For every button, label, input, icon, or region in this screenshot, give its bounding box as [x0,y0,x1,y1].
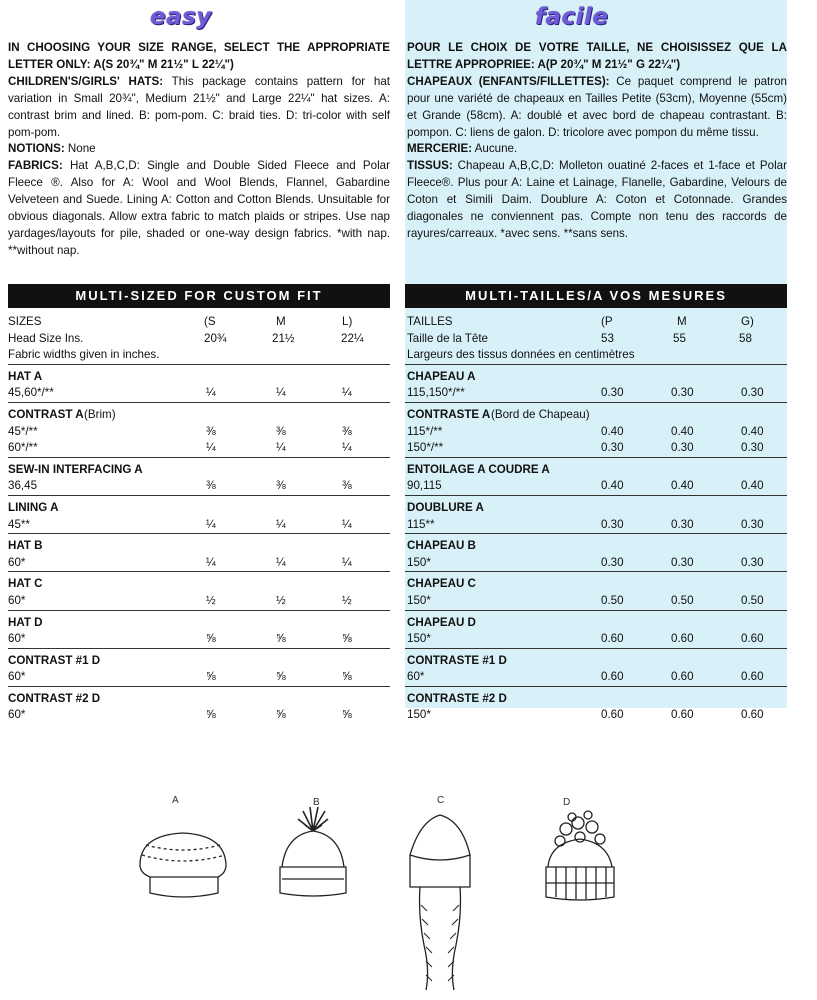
row-label: 45*/** [8,424,38,438]
multi-sized-bar: MULTI-SIZED FOR CUSTOM FIT [8,284,390,308]
yardage-value: 0.50 [741,593,764,607]
head-size-label: Head Size Ins. [8,331,84,345]
yardage-value: ¼ [206,441,216,455]
table-section-heading [405,500,787,517]
head-size-s: 20¾ [204,331,227,345]
table-row [405,478,787,496]
row-label: CHAPEAU D [407,615,476,629]
fabric-widths-note: Fabric widths given in inches. [8,348,160,362]
label-a: A [172,795,179,806]
yardage-value: 0.60 [741,708,764,722]
hat-drawings [0,795,817,1000]
label-d: D [563,797,571,808]
yardage-value: ⅜ [276,479,286,493]
row-label: CHAPEAU C [407,577,476,591]
row-label: DOUBLURE A [407,500,484,514]
table-row [405,555,787,573]
yardage-value: 0.60 [601,708,624,722]
yardage-value: 0.60 [601,632,624,646]
row-label: 150* [407,555,431,569]
table-row [8,517,390,535]
row-label: 60* [8,708,26,722]
yardage-value: 0.30 [741,441,764,455]
table-row [8,555,390,573]
table-section-heading [405,653,787,670]
sizes-label: SIZES [8,315,42,328]
table-row [405,424,787,441]
table-section-heading [405,369,787,386]
table-row [405,517,787,535]
yardage-value: ⅝ [276,670,286,684]
table-section-heading [8,407,390,424]
table-row [405,631,787,649]
yardage-value: ¼ [276,517,286,531]
table-row [8,385,390,403]
yardage-value: 0.60 [741,670,764,684]
yardage-value: 0.40 [601,479,624,493]
row-label: CONTRASTE A [407,407,491,421]
yardage-value: 0.40 [601,424,624,438]
row-label: 60* [8,670,26,684]
table-row [8,440,390,458]
hat-d-drawing [546,811,614,900]
tailles-label: TAILLES [407,315,453,328]
row-label: 150* [407,708,431,722]
table-section-heading [8,369,390,386]
tete-m: 55 [673,331,686,345]
row-label: CHAPEAU B [407,539,476,553]
row-label: 150* [407,632,431,646]
yardage-value: 0.60 [741,632,764,646]
fabrics-label-fr: TISSUS: [407,159,453,173]
hat-b-drawing [280,807,346,896]
row-label: ENTOILAGE A COUDRE A [407,462,550,476]
row-label-suffix: (Bord de Chapeau) [491,407,590,421]
hat-illustrations [0,795,817,1000]
row-label: HAT B [8,539,43,553]
multi-tailles-bar: MULTI-TAILLES/A VOS MESURES [405,284,787,308]
taille-m: M [677,315,687,328]
table-row [405,385,787,403]
yardage-value: ¼ [276,441,286,455]
yardage-value: ¼ [342,517,352,531]
label-c: C [437,795,445,806]
yardage-table-fr [405,314,787,724]
yardage-value: 0.30 [671,517,694,531]
yardage-value: 0.60 [671,708,694,722]
row-label: CONTRAST #2 D [8,691,101,705]
yardage-value: 0.30 [671,386,694,400]
hats-text: This package contains pattern for hat variation in Small 20¾", Medium 21½" and Large 22¼" hat sizes. A: contrast brim and lined. B: pom-pom. C: braid ties. D: tri-color with self pom-pom. [8,74,391,139]
row-label: 150*/** [407,441,444,455]
yardage-value: ⅝ [342,670,352,684]
taille-g: G) [741,315,754,328]
row-label: HAT A [8,369,43,383]
table-section-heading [8,538,390,555]
yardage-value: ¼ [206,555,216,569]
yardage-value: ¼ [206,517,216,531]
yardage-value: ⅝ [276,708,286,722]
table-section-heading [405,691,787,708]
tete-g: 58 [739,331,752,345]
fabrics-label: FABRICS: [8,159,63,173]
yardage-value: 0.30 [601,386,624,400]
label-b: B [313,797,320,808]
row-label: 60* [8,593,26,607]
row-label: 115** [407,517,435,531]
table-row [405,593,787,611]
yardage-value: 0.30 [601,441,624,455]
row-label: 60*/** [8,441,38,455]
yardage-value: 0.60 [671,632,694,646]
table-section-heading [405,462,787,479]
intro-text-fr [407,40,787,243]
row-label: SEW-IN INTERFACING A [8,462,143,476]
row-label: HAT C [8,577,43,591]
row-label: 90,115 [407,479,442,493]
table-section-heading [405,615,787,632]
row-label: 115*/** [407,424,443,438]
yardage-value: 0.30 [741,555,764,569]
row-label: 60* [8,632,26,646]
tete-p: 53 [601,331,614,345]
yardage-value: ⅜ [342,424,352,438]
yardage-value: ¼ [342,555,352,569]
yardage-value: 0.60 [601,670,624,684]
row-label: 60* [8,555,26,569]
yardage-value: ¼ [276,386,286,400]
table-section-heading [8,653,390,670]
row-label: 45,60*/** [8,386,54,400]
yardage-value: ⅝ [206,708,216,722]
hats-label-fr: CHAPEAUX (ENFANTS/FILLETTES): [407,74,610,88]
row-label: CONTRASTE #1 D [407,653,507,667]
facile-title: facile [535,4,609,30]
yardage-value: 0.40 [671,479,694,493]
yardage-value: ⅜ [342,479,352,493]
table-row [405,669,787,687]
yardage-value: ¼ [276,555,286,569]
table-section-heading [8,576,390,593]
yardage-value: 0.60 [671,670,694,684]
table-section-heading [405,538,787,555]
yardage-value: ½ [276,593,286,607]
table-row [8,478,390,496]
yardage-value: ⅜ [206,424,216,438]
size-l: L) [342,315,353,328]
notions-label-fr: MERCERIE: [407,142,473,156]
yardage-value: ¼ [342,386,352,400]
yardage-value: 0.50 [601,593,624,607]
row-label: 150* [407,593,431,607]
table-row [8,631,390,649]
head-size-l: 22¼ [341,331,364,345]
row-label: 60* [407,670,425,684]
row-label: 115,150*/** [407,386,465,400]
size-s: (S [204,315,216,328]
notions-label: NOTIONS: [8,142,65,156]
yardage-value: ⅝ [342,632,352,646]
tete-label: Taille de la Tête [407,331,488,345]
yardage-table-en [8,314,390,724]
hats-text-fr: Ce paquet comprend le patron pour une variété de chapeaux en Tailles Petite (53cm), Moyenne (55cm) et Grande (58cm). A: doublé et avec bord de chapeau contrastant. B: pompon. C: liens de galon. D: tricolore avec pompon du même tissu. [407,74,787,139]
yardage-value: 0.30 [601,555,624,569]
row-label: LINING A [8,500,59,514]
table-row [405,707,787,724]
table-section-heading [8,615,390,632]
table-row [8,424,390,441]
row-label: CONTRAST #1 D [8,653,101,667]
table-section-heading [405,407,787,424]
table-section-heading [8,691,390,708]
yardage-value: 0.30 [671,555,694,569]
size-m: M [276,315,286,328]
size-instruction-fr: POUR LE CHOIX DE VOTRE TAILLE, NE CHOISISSEZ QUE LA LETTRE APPROPRIEE: A(P 20¾" M 21½" G 22¼") [407,41,787,71]
yardage-value: ¼ [206,386,216,400]
table-row [405,440,787,458]
table-section-heading [405,576,787,593]
taille-p: (P [601,315,613,328]
hat-a-drawing [140,833,226,897]
intro-text-en [8,40,390,260]
yardage-value: 0.30 [601,517,624,531]
yardage-value: ⅝ [206,632,216,646]
fabrics-text-fr: Chapeau A,B,C,D: Molleton ouatiné 2-faces et 1-face et Polar Fleece®. Plus pour A: Laine et Lainage, Flanelle, Gabardine, Velours de Coton et Simili Daim. Doublure A: Coton et Cotonnade. Grandes diagonales ne conviennent pas. Compte non tenu des raccords de rayures/carreaux. *avec sens. **sans sens. [407,159,787,240]
yardage-value: ⅝ [342,708,352,722]
yardage-value: 0.40 [741,424,764,438]
yardage-value: ⅝ [206,670,216,684]
head-size-m: 21½ [272,331,295,345]
row-label: HAT D [8,615,43,629]
hats-label: CHILDREN'S/GIRLS' HATS: [8,74,164,88]
yardage-value: ½ [342,593,352,607]
yardage-value: 0.30 [671,441,694,455]
row-label-suffix: (Brim) [84,407,116,421]
yardage-value: ¼ [342,441,352,455]
row-label: CONTRASTE #2 D [407,691,507,705]
notions-text: None [64,142,96,156]
notions-text-fr: Aucune. [472,142,518,156]
french-column [405,0,787,722]
hat-c-drawing [410,815,470,990]
yardage-value: 0.40 [741,479,764,493]
table-row [8,707,390,724]
easy-title: easy [150,4,212,30]
row-label: 45** [8,517,30,531]
row-label: CONTRAST A [8,407,84,421]
largeurs-note: Largeurs des tissus données en centimètres [407,348,635,362]
row-label: 36,45 [8,479,38,493]
yardage-value: ⅝ [276,632,286,646]
row-label: CHAPEAU A [407,369,476,383]
yardage-value: 0.30 [741,386,764,400]
yardage-value: ⅜ [206,479,216,493]
yardage-value: ⅜ [276,424,286,438]
yardage-value: 0.30 [741,517,764,531]
yardage-value: ½ [206,593,216,607]
table-row [8,593,390,611]
size-instruction: IN CHOOSING YOUR SIZE RANGE, SELECT THE APPROPRIATE LETTER ONLY: A(S 20¾" M 21½" L 22¼") [8,41,390,71]
fabrics-text: Hat A,B,C,D: Single and Double Sided Fleece and Polar Fleece ®. Also for A: Wool and Wool Blends, Flannel, Gabardine Velveteen and Suede. Lining A: Cotton and Cotton Blends. Unsuitable for obvious diagonals. Allow extra fabric to match plaids or stripes. Use nap yardages/layouts for pile, shaded or one-way design fabrics. *with nap. **without nap. [8,159,390,257]
yardage-value: 0.40 [671,424,694,438]
table-section-heading [8,500,390,517]
table-section-heading [8,462,390,479]
table-row [8,669,390,687]
yardage-value: 0.50 [671,593,694,607]
